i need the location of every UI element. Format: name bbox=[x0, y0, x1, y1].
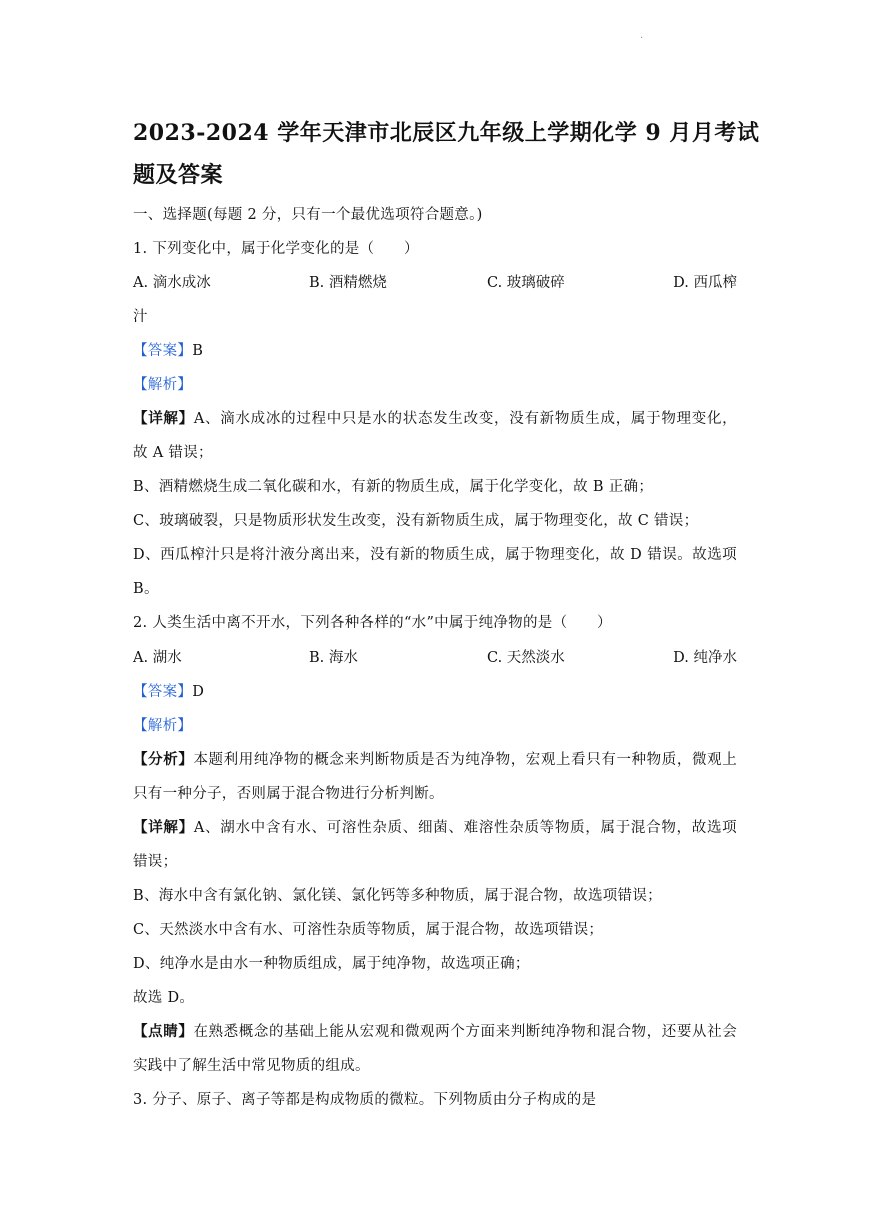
page-title-line-1: 2023-2024 学年天津市北辰区九年级上学期化学 9 月月考试 bbox=[133, 120, 760, 146]
question-2-detail-3: B、海水中含有氯化钠、氯化镁、氯化钙等多种物质，属于混合物，故选项错误； bbox=[133, 888, 662, 904]
question-2-detail-6: 故选 D。 bbox=[133, 990, 195, 1006]
option-d: D. 西瓜榨 bbox=[673, 275, 737, 291]
page-title-line-2: 题及答案 bbox=[133, 162, 224, 188]
question-1-detail-2: 故 A 错误； bbox=[133, 445, 213, 461]
question-1-stem: 1. 下列变化中，属于化学变化的是（ ） bbox=[133, 241, 419, 257]
question-1-detail-6: B。 bbox=[133, 581, 159, 597]
question-2-detail-5: D、纯净水是由水一种物质组成，属于纯净物，故选项正确； bbox=[133, 956, 530, 972]
question-2-detail-1 bbox=[133, 816, 737, 837]
detail-tag: 【详解】 bbox=[133, 819, 194, 836]
answer-tag: 【答案】 bbox=[133, 684, 193, 700]
question-2-fenxi-2: 只有一种分子，否则属于混合物进行分析判断。 bbox=[133, 786, 444, 802]
detail-text: A、湖水中含有水、可溶性杂质、细菌、难溶性杂质等物质，属于混合物，故选项 bbox=[193, 820, 737, 836]
fenxi-text: 本题利用纯净物的概念来判断物质是否为纯净物，宏观上看只有一种物质，微观上 bbox=[193, 752, 738, 768]
dianjing-tag: 【点睛】 bbox=[133, 1023, 194, 1040]
section-heading: 一、选择题(每题 2 分，只有一个最优选项符合题意。) bbox=[133, 207, 483, 223]
question-2-detail-2: 错误； bbox=[133, 854, 178, 870]
option-d-wrap: 汁 bbox=[133, 309, 148, 325]
question-2-stem: 2. 人类生活中离不开水，下列各种各样的“水”中属于纯净物的是（ ） bbox=[133, 615, 612, 631]
answer-value: D bbox=[192, 684, 205, 700]
question-2-dianjing-1 bbox=[133, 1020, 737, 1041]
option-b: B. 酒精燃烧 bbox=[309, 275, 387, 291]
question-1-detail-5: D、西瓜榨汁只是将汁液分离出来，没有新的物质生成，属于物理变化，故 D 错误。故选项 bbox=[133, 547, 737, 563]
answer-tag: 【答案】 bbox=[133, 343, 193, 359]
dianjing-text: 在熟悉概念的基础上能从宏观和微观两个方面来判断纯净物和混合物，还要从社会 bbox=[193, 1024, 738, 1040]
option-c: C. 玻璃破碎 bbox=[487, 275, 565, 291]
option-a: A. 湖水 bbox=[133, 650, 182, 666]
detail-tag: 【详解】 bbox=[133, 410, 194, 427]
question-1-analysis-tag: 【解析】 bbox=[133, 377, 193, 393]
question-1-answer bbox=[133, 339, 203, 360]
question-3-stem: 3. 分子、原子、离子等都是构成物质的微粒。下列物质由分子构成的是 bbox=[133, 1092, 597, 1108]
question-2-answer bbox=[133, 680, 204, 701]
question-1-detail-4: C、玻璃破裂，只是物质形状发生改变，没有新物质生成，属于物理变化，故 C 错误； bbox=[133, 513, 699, 529]
option-c: C. 天然淡水 bbox=[487, 650, 565, 666]
fenxi-tag: 【分析】 bbox=[133, 751, 194, 768]
header-dot: . bbox=[640, 30, 644, 41]
option-b: B. 海水 bbox=[309, 650, 358, 666]
question-2-options bbox=[133, 646, 737, 667]
detail-text: A、滴水成冰的过程中只是水的状态发生改变，没有新物质生成，属于物理变化， bbox=[193, 411, 737, 427]
answer-value: B bbox=[192, 343, 204, 359]
question-1-detail-3: B、酒精燃烧生成二氧化碳和水，有新的物质生成，属于化学变化，故 B 正确； bbox=[133, 479, 654, 495]
question-1-options bbox=[133, 271, 737, 292]
question-2-analysis-tag: 【解析】 bbox=[133, 718, 193, 734]
option-d: D. 纯净水 bbox=[673, 650, 737, 666]
question-2-fenxi-1 bbox=[133, 748, 737, 769]
question-2-detail-4: C、天然淡水中含有水、可溶性杂质等物质，属于混合物，故选项错误； bbox=[133, 922, 604, 938]
option-a: A. 滴水成冰 bbox=[133, 275, 211, 291]
question-1-detail-1 bbox=[133, 407, 737, 428]
question-2-dianjing-2: 实践中了解生活中常见物质的组成。 bbox=[133, 1058, 370, 1074]
